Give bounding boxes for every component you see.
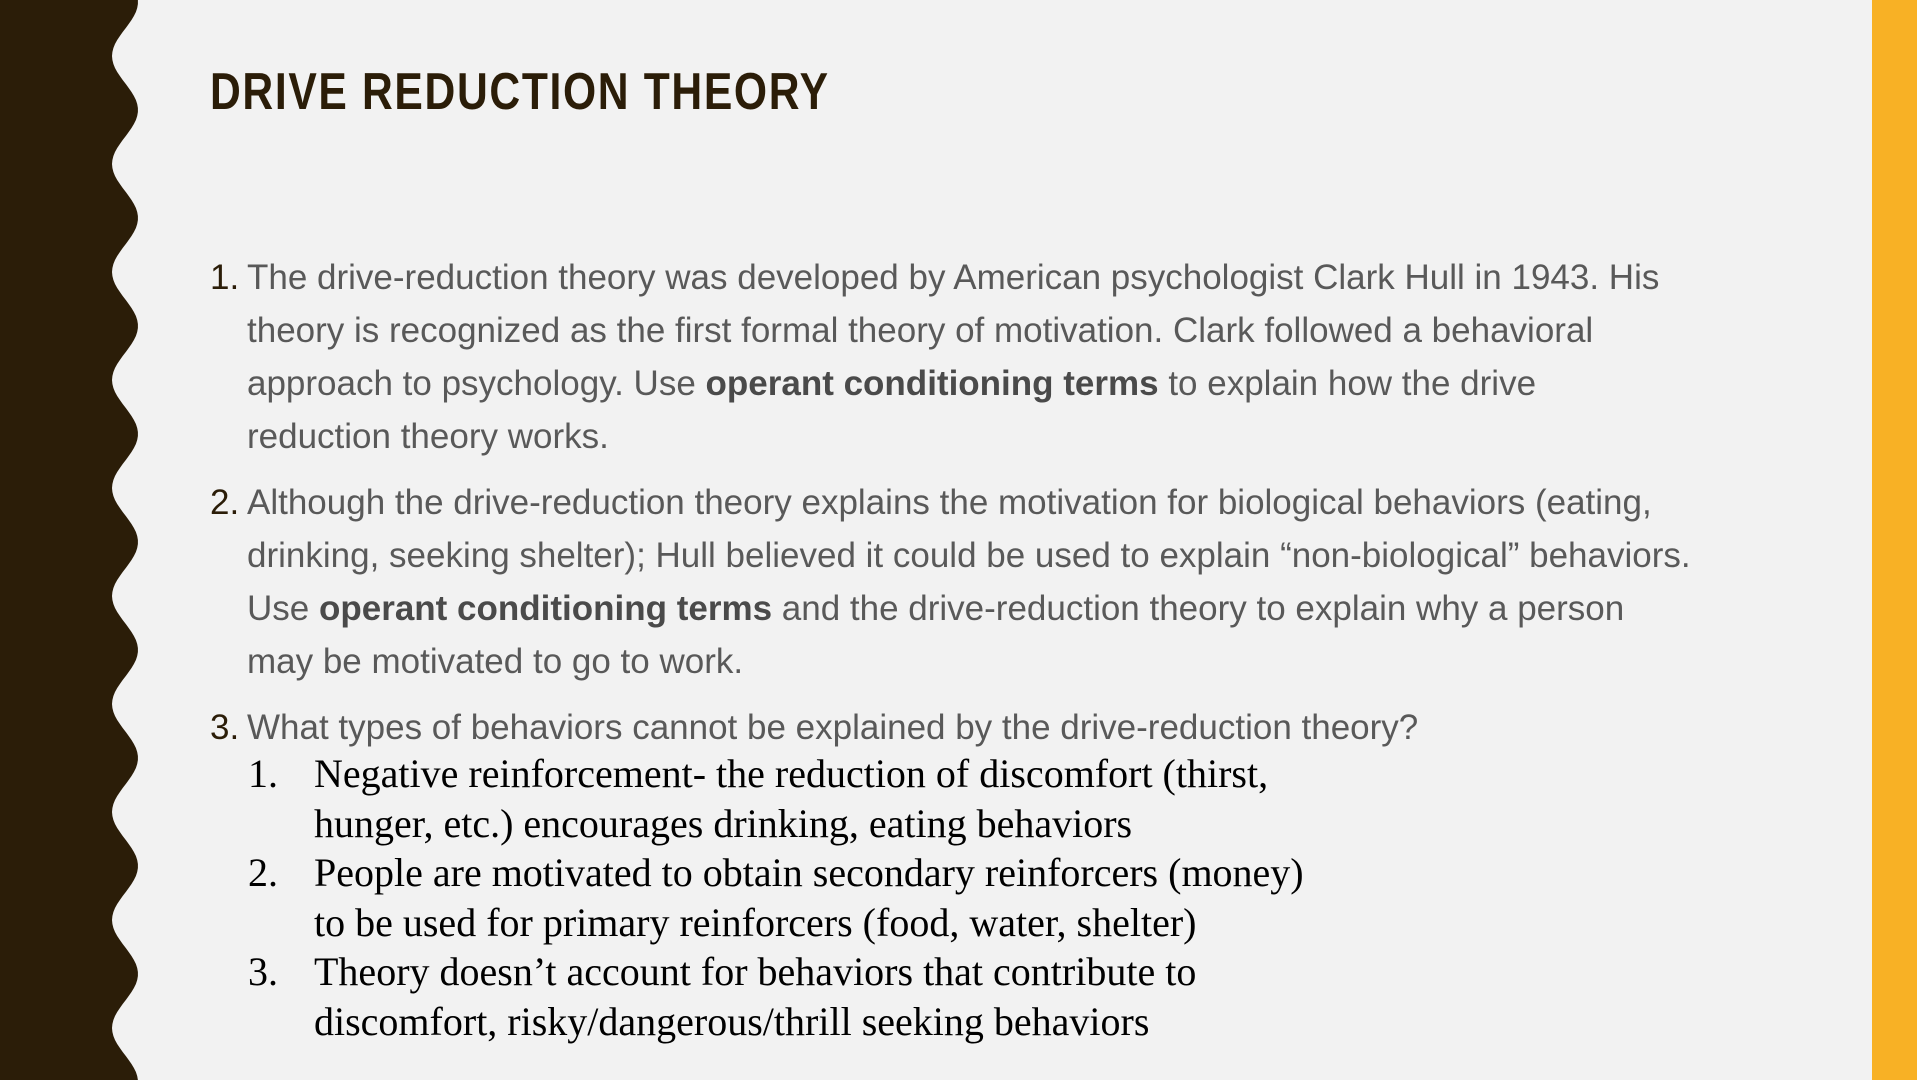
question-line xyxy=(247,536,1691,576)
text-segment: to explain how the drive xyxy=(1158,364,1537,403)
question-line xyxy=(247,642,743,682)
question-line xyxy=(247,708,1418,748)
question-line xyxy=(247,589,1624,629)
left-wave-band xyxy=(0,0,160,1080)
question-line xyxy=(247,258,1659,298)
answer-line: discomfort, risky/dangerous/thrill seeking behaviors xyxy=(314,998,1150,1044)
answer-number: 3. xyxy=(248,949,278,994)
text-segment: drinking, seeking shelter); Hull believed it could be used to explain “non-biological” behaviors. xyxy=(247,536,1691,575)
bold-term: operant conditioning terms xyxy=(705,364,1159,403)
answer-line: People are motivated to obtain secondary reinforcers (money) xyxy=(314,850,1304,895)
text-segment: What types of behaviors cannot be explained by the drive-reduction theory? xyxy=(247,708,1419,747)
question-number: 1. xyxy=(210,258,240,297)
question-number: 2. xyxy=(210,483,240,522)
right-accent-bar xyxy=(1872,0,1917,1080)
text-segment: and the drive-reduction theory to explain why a person xyxy=(772,589,1625,628)
answer-number: 2. xyxy=(248,850,278,895)
bold-term: operant conditioning terms xyxy=(318,589,773,628)
text-segment: Although the drive-reduction theory explains the motivation for biological behaviors (eating, xyxy=(247,483,1652,522)
question-line xyxy=(247,311,1593,351)
text-segment: Use xyxy=(247,589,319,628)
answer-number: 1. xyxy=(248,751,278,796)
question-line xyxy=(247,417,609,457)
question-line xyxy=(247,364,1536,404)
text-segment: may be motivated to go to work. xyxy=(247,642,744,681)
text-segment: approach to psychology. Use xyxy=(247,364,706,403)
question-line xyxy=(247,483,1652,523)
question-number: 3. xyxy=(210,708,240,747)
answer-line: hunger, etc.) encourages drinking, eating behaviors xyxy=(314,800,1133,846)
slide-title: DRIVE REDUCTION THEORY xyxy=(210,63,830,121)
text-segment: The drive-reduction theory was developed by American psychologist Clark Hull in 1943. His xyxy=(247,258,1660,297)
text-segment: theory is recognized as the first formal theory of motivation. Clark followed a behavioral xyxy=(247,311,1594,350)
answer-line: to be used for primary reinforcers (food, water, shelter) xyxy=(314,899,1197,945)
answer-line: Negative reinforcement- the reduction of discomfort (thirst, xyxy=(314,751,1269,796)
text-segment: reduction theory works. xyxy=(247,417,609,456)
answer-line: Theory doesn’t account for behaviors that contribute to xyxy=(314,949,1197,994)
